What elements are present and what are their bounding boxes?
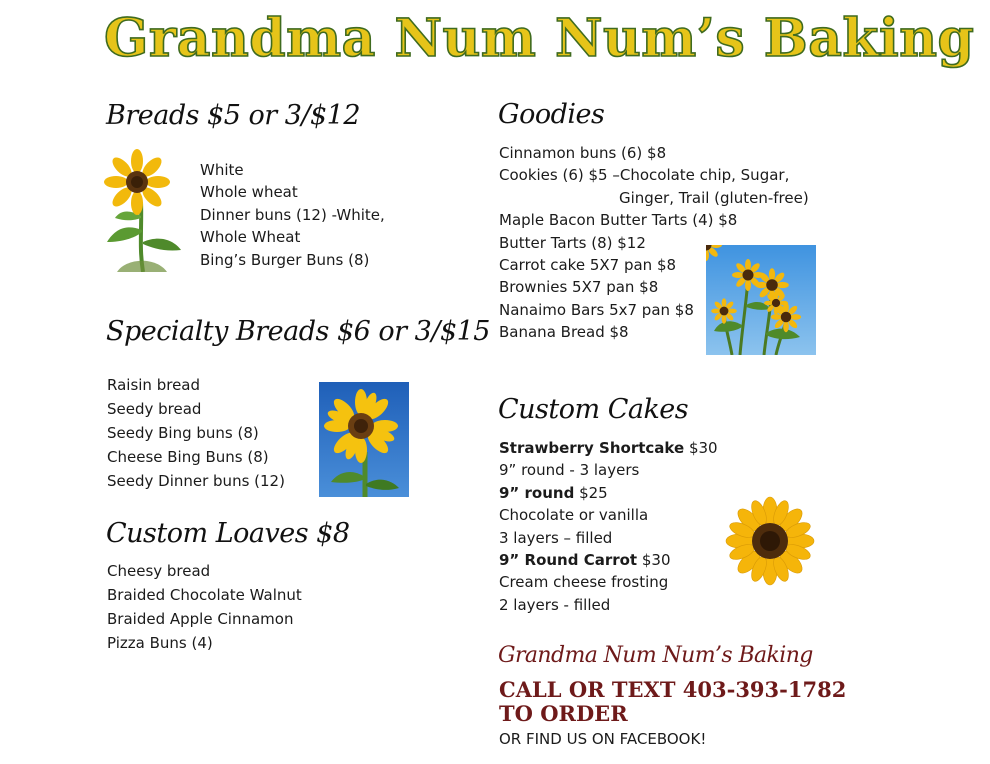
list-item: Pizza Buns (4) bbox=[107, 634, 213, 652]
list-item: Cheesy bread bbox=[107, 562, 211, 580]
footer-call-line: CALL OR TEXT 403-393-1782 bbox=[499, 677, 847, 702]
list-item: Banana Bread $8 bbox=[499, 323, 629, 342]
list-item: Cream cheese frosting bbox=[499, 573, 669, 592]
list-item: Braided Apple Cinnamon bbox=[107, 610, 294, 628]
list-item: Carrot cake 5X7 pan $8 bbox=[499, 255, 677, 274]
list-item: Dinner buns (12) -White, bbox=[200, 205, 385, 224]
list-item: White bbox=[200, 161, 244, 179]
cake-name: Strawberry Shortcake bbox=[499, 439, 685, 457]
facebook-link[interactable]: OR FIND US ON FACEBOOK! bbox=[499, 730, 707, 748]
list-item: Nanaimo Bars 5x7 pan $8 bbox=[499, 300, 694, 319]
list-item: Cheese Bing Buns (8) bbox=[107, 448, 269, 466]
cake-name: 9” Round Carrot bbox=[499, 550, 638, 569]
list-item: Seedy bread bbox=[107, 400, 202, 418]
list-item: Butter Tarts (8) $12 bbox=[499, 233, 646, 252]
loaves-heading: Custom Loaves $8 bbox=[106, 518, 350, 549]
list-item: Ginger, Trail (gluten-free) bbox=[619, 188, 809, 207]
sunflower-head-icon bbox=[722, 496, 818, 586]
list-item: Cinnamon buns (6) $8 bbox=[499, 144, 667, 162]
goodies-heading: Goodies bbox=[498, 99, 605, 130]
list-item: Chocolate or vanilla bbox=[499, 506, 649, 525]
list-item: Whole Wheat bbox=[200, 228, 301, 247]
list-item: Brownies 5X7 pan $8 bbox=[499, 278, 659, 297]
cake-price: $30 bbox=[637, 550, 671, 569]
cake-price: $30 bbox=[684, 439, 718, 457]
list-item: 3 layers – filled bbox=[499, 528, 613, 547]
list-item: Bing’s Burger Buns (8) bbox=[200, 250, 370, 269]
list-item bbox=[499, 482, 718, 504]
footer-brand: Grandma Num Num’s Baking bbox=[498, 643, 813, 668]
list-item: 9” round - 3 layers bbox=[499, 461, 640, 480]
list-item: Seedy Dinner buns (12) bbox=[107, 472, 285, 490]
list-item: Raisin bread bbox=[107, 376, 201, 394]
page-title: Grandma Num Num’s Baking bbox=[104, 8, 975, 69]
list-item bbox=[499, 437, 718, 459]
list-item: Maple Bacon Butter Tarts (4) $8 bbox=[499, 211, 738, 230]
footer-call bbox=[499, 678, 846, 726]
list-item: Whole wheat bbox=[200, 183, 298, 202]
specialty-heading: Specialty Breads $6 or 3/$15 bbox=[106, 316, 490, 347]
cakes-list bbox=[499, 437, 718, 616]
sunflower-sky-icon bbox=[319, 382, 409, 497]
breads-heading: Breads $5 or 3/$12 bbox=[106, 100, 361, 131]
cake-name: 9” round bbox=[499, 483, 575, 502]
list-item: Cookies (6) $5 –Chocolate chip, Sugar, bbox=[499, 166, 790, 185]
list-item bbox=[499, 549, 718, 571]
specialty-list bbox=[107, 373, 285, 493]
cake-price: $25 bbox=[574, 483, 608, 502]
list-item: 2 layers - filled bbox=[499, 595, 611, 614]
cakes-heading: Custom Cakes bbox=[498, 394, 689, 425]
sunflower-cluster-icon bbox=[706, 245, 816, 355]
breads-list bbox=[200, 159, 385, 271]
footer-call-line: TO ORDER bbox=[499, 701, 628, 726]
sunflower-stem-icon bbox=[97, 142, 187, 272]
list-item: Braided Chocolate Walnut bbox=[107, 586, 302, 604]
list-item: Seedy Bing buns (8) bbox=[107, 424, 259, 442]
loaves-list bbox=[107, 559, 302, 655]
